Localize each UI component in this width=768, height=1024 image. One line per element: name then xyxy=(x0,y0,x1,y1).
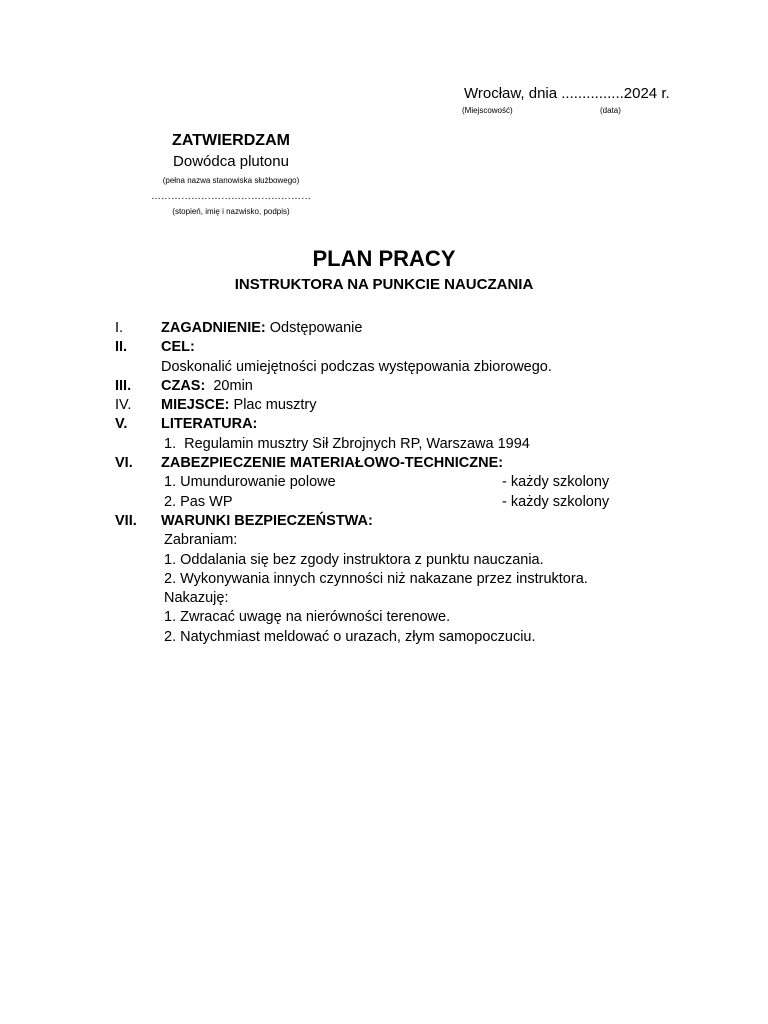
section-number: III. xyxy=(115,377,132,394)
section-time xyxy=(115,377,675,396)
forbid-heading xyxy=(115,531,675,550)
section-body xyxy=(161,377,253,396)
section-number: VI. xyxy=(115,455,133,472)
section-literature xyxy=(115,415,675,434)
section-label: ZABEZPIECZENIE MATERIAŁOWO-TECHNICZNE: xyxy=(161,455,504,472)
literature-item xyxy=(115,435,675,454)
goal-text: Doskonalić umiejętności podczas występowania zbiorowego. xyxy=(161,358,552,375)
document-title: PLAN PRACY xyxy=(312,246,456,271)
section-number: II. xyxy=(115,339,128,356)
section-label: LITERATURA: xyxy=(161,416,258,433)
signature-line: ………………………………………… xyxy=(151,191,311,202)
order-item xyxy=(115,628,675,647)
equipment-qty: - każdy szkolony xyxy=(502,493,610,510)
approval-role: Dowódca plutonu xyxy=(173,153,289,170)
section-value: 20min xyxy=(205,377,253,394)
forbid-item xyxy=(115,570,675,589)
equipment-item xyxy=(115,493,675,512)
section-body xyxy=(161,396,317,415)
date-caption: (data) xyxy=(600,106,621,115)
section-number: I. xyxy=(115,320,124,336)
order-heading xyxy=(115,589,675,608)
approval-role-caption: (pełna nazwa stanowiska służbowego) xyxy=(162,176,300,185)
order-item-text: 1. Zwracać uwagę na nierówności terenowe. xyxy=(164,609,451,626)
forbid-item xyxy=(115,551,675,570)
signature-caption: (stopień, imię i nazwisko, podpis) xyxy=(172,207,290,216)
section-equipment xyxy=(115,454,675,473)
approval-block xyxy=(125,130,337,218)
section-label: CEL: xyxy=(161,339,195,356)
section-number: V. xyxy=(115,416,128,433)
place-caption: (Miejscowość) xyxy=(462,106,513,115)
place-date-line: Wrocław, dnia ...............2024 r. xyxy=(464,85,670,102)
section-label: WARUNKI BEZPIECZEŃSTWA: xyxy=(161,512,373,529)
forbid-item-text: 2. Wykonywania innych czynności niż nakazane przez instruktora. xyxy=(164,570,588,587)
section-body xyxy=(161,319,362,338)
section-label: MIEJSCE: xyxy=(161,397,230,414)
order-label: Nakazuję: xyxy=(164,590,229,607)
equipment-name: 2. Pas WP xyxy=(164,493,233,510)
approval-title: ZATWIERDZAM xyxy=(172,132,290,149)
section-number: IV. xyxy=(115,397,132,414)
literature-item-text: 1. Regulamin musztry Sił Zbrojnych RP, Warszawa 1994 xyxy=(164,435,530,452)
equipment-item xyxy=(115,473,675,492)
section-label: ZAGADNIENIE: xyxy=(161,320,266,336)
section-value: Plac musztry xyxy=(229,397,317,414)
order-item xyxy=(115,608,675,627)
section-safety xyxy=(115,512,675,531)
section-value: Odstępowanie xyxy=(265,320,363,336)
section-topic xyxy=(115,319,675,338)
forbid-label: Zabraniam: xyxy=(164,532,238,549)
forbid-item-text: 1. Oddalania się bez zgody instruktora z punktu nauczania. xyxy=(164,551,544,568)
section-number: VII. xyxy=(115,512,137,529)
section-place xyxy=(115,396,675,415)
section-label: CZAS: xyxy=(161,377,206,394)
section-goal xyxy=(115,338,675,357)
document-subtitle: INSTRUKTORA NA PUNKCIE NAUCZANIA xyxy=(234,276,534,293)
equipment-qty: - każdy szkolony xyxy=(502,474,610,491)
plan-sections xyxy=(115,319,675,647)
order-item-text: 2. Natychmiast meldować o urazach, złym samopoczuciu. xyxy=(164,628,536,645)
goal-text-line xyxy=(115,358,675,377)
equipment-name: 1. Umundurowanie polowe xyxy=(164,474,336,491)
